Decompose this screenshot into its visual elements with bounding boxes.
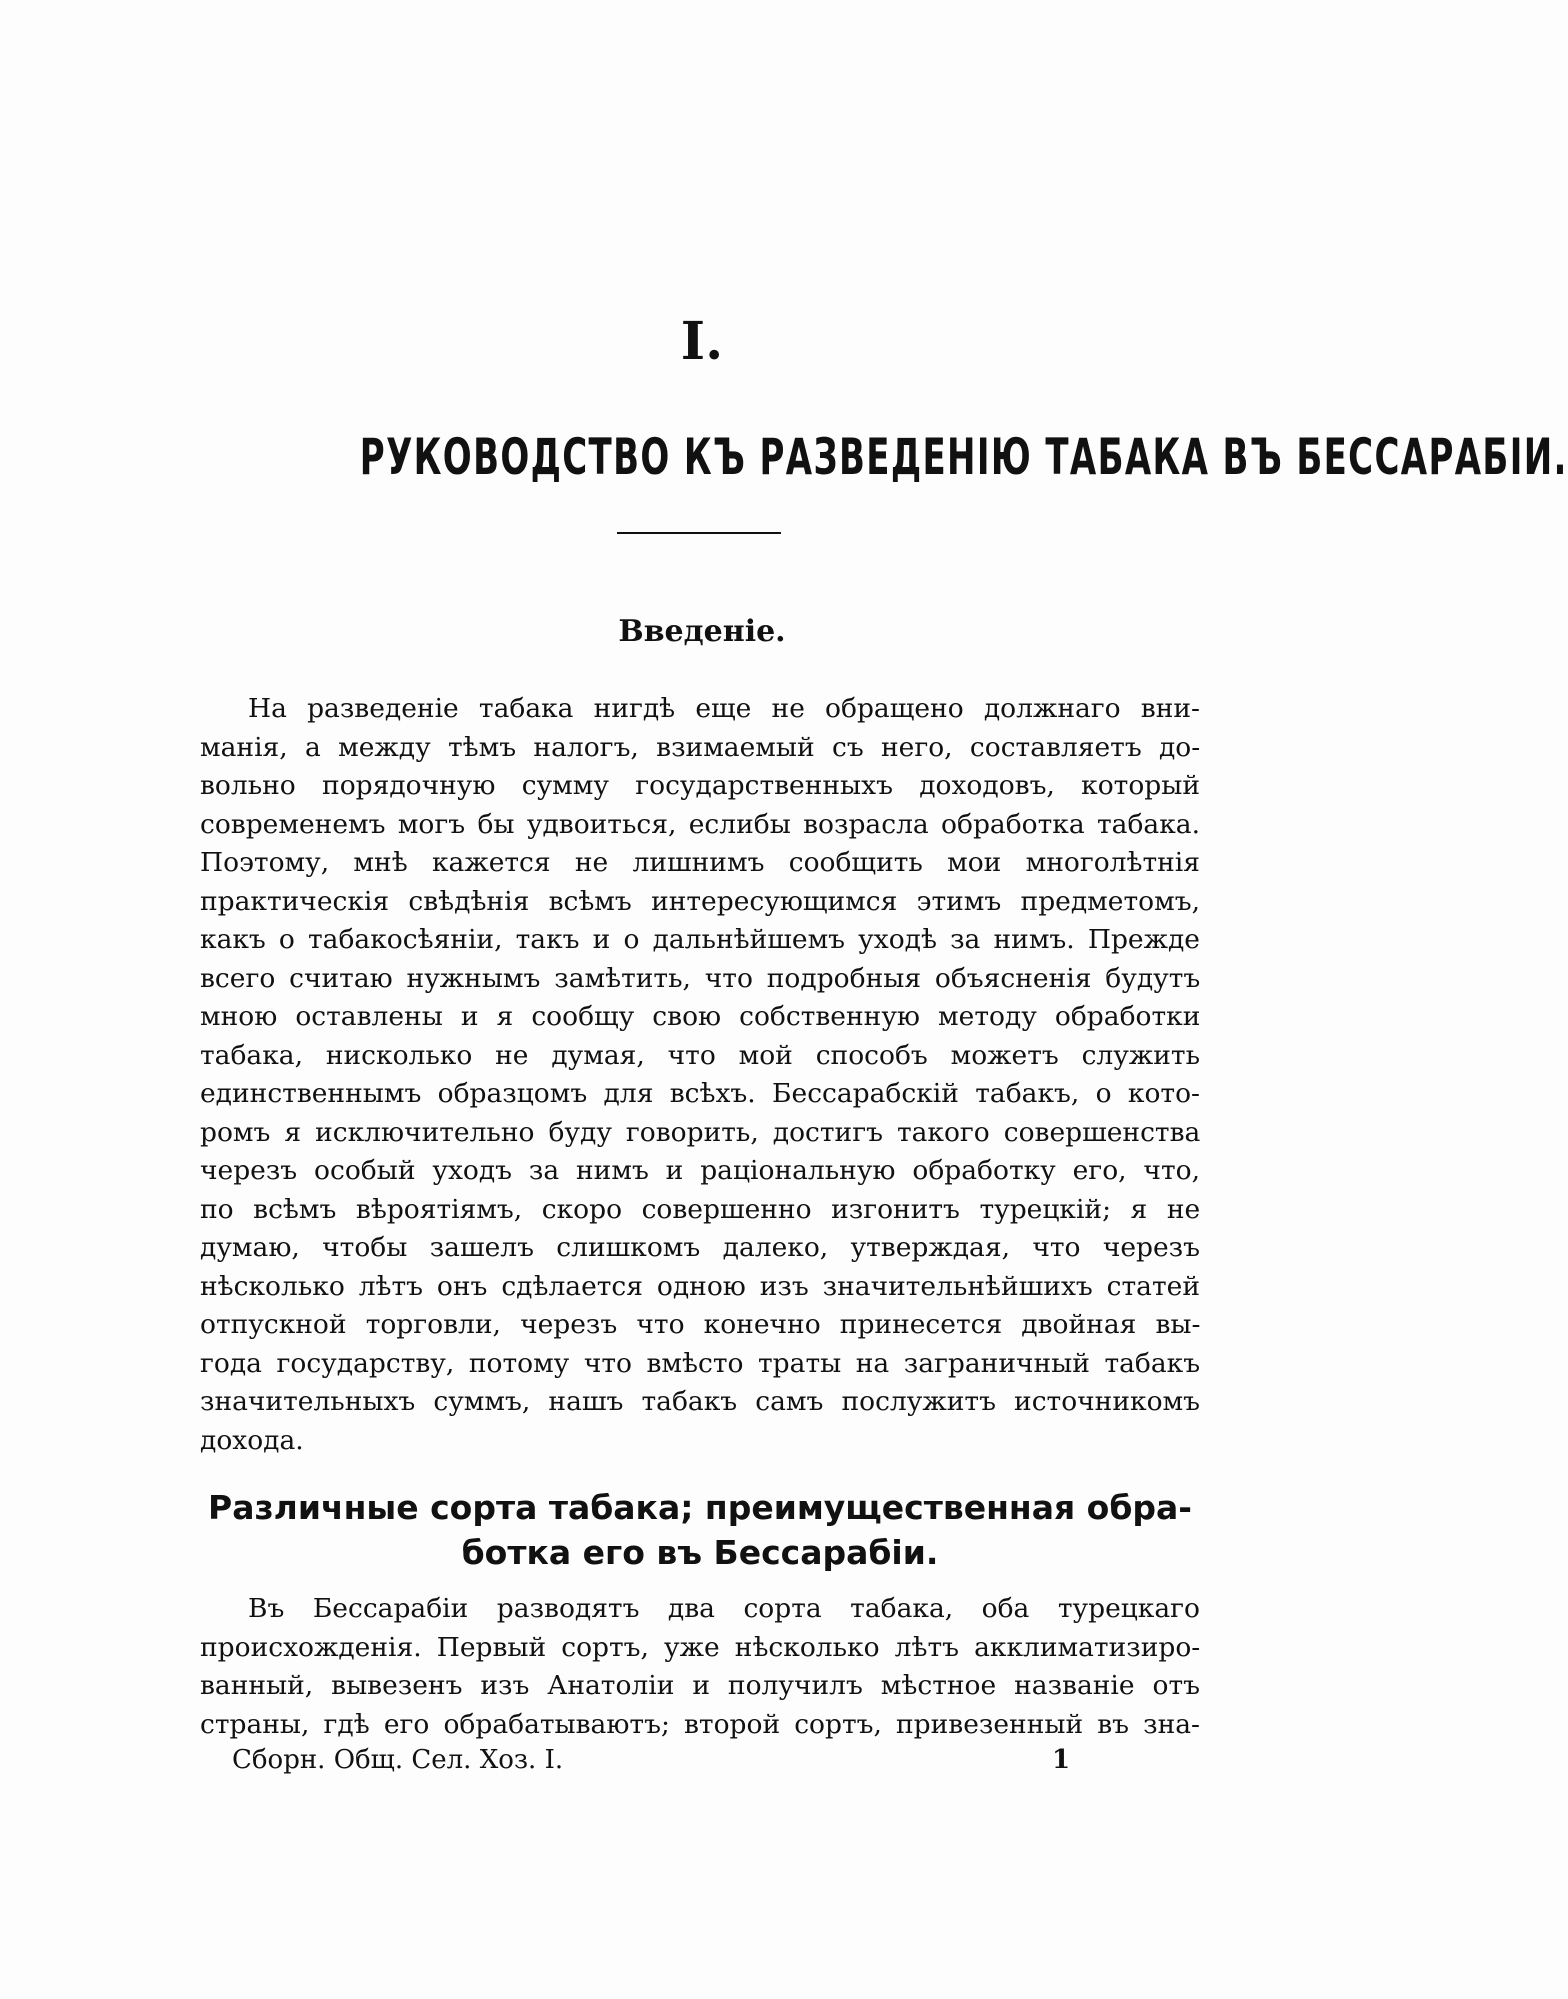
section-heading-line: Различные сорта табака; преимущественная обра- (208, 1488, 1192, 1527)
section-paragraph (200, 1590, 1200, 1744)
paragraph-line: отпускной торговли, черезъ что конечно принесется двойная вы- (200, 1309, 1201, 1340)
paragraph-line: думаю, чтобы зашелъ слишкомъ далеко, утверждая, что черезъ (200, 1232, 1200, 1263)
paragraph-line: дохода. (200, 1424, 304, 1456)
paragraph-line: ромъ я исключительно буду говорить, достигъ такого совершенства (200, 1116, 1201, 1148)
paragraph-line: нѣсколько лѣтъ онъ сдѣлается одною изъ значительнѣйшихъ статей (200, 1270, 1200, 1302)
footer-signature: Сборн. Общ. Сел. Хоз. I. (232, 1745, 564, 1775)
paragraph-line: года государству, потому что вмѣсто траты на заграничный табакъ (200, 1347, 1201, 1379)
paragraph-line: практическія свѣдѣнія всѣмъ интересующимся этимъ предметомъ, (200, 885, 1200, 917)
intro-heading: Введеніе. (618, 614, 786, 649)
paragraph-line: На разведеніе табака нигдѣ еще не обращено должнаго вни- (248, 693, 1200, 724)
paragraph-line: вольно порядочную сумму государственныхъ доходовъ, который (200, 770, 1200, 801)
paragraph-line: страны, гдѣ его обрабатываютъ; второй сортъ, привезенный въ зна- (200, 1708, 1200, 1740)
paragraph-line: единственнымъ образцомъ для всѣхъ. Бессарабскій табакъ, о кото- (200, 1078, 1200, 1109)
paragraph-line: значительныхъ суммъ, нашъ табакъ самъ послужитъ источникомъ (200, 1386, 1200, 1417)
title-divider (617, 532, 781, 534)
page-number: 1 (1052, 1745, 1071, 1775)
paragraph-line: по всѣмъ вѣроятіямъ, скоро совершенно изгонитъ турецкій; я не (200, 1193, 1201, 1225)
chapter-title: РУКОВОДСТВО КЪ РАЗВЕДЕНІЮ ТАБАКА ВЪ БЕССАРАБІИ. (359, 428, 1568, 486)
paragraph-line: происхожденія. Первый сортъ, уже нѣсколько лѣтъ акклиматизиро- (200, 1631, 1201, 1663)
chapter-number: I. (680, 311, 724, 372)
section-heading-line: ботка его въ Бессарабіи. (461, 1533, 939, 1572)
paragraph-line: манія, а между тѣмъ налогъ, взимаемый съ него, составляетъ до- (200, 731, 1201, 763)
paragraph-line: черезъ особый уходъ за нимъ и раціональную обработку его, что, (200, 1155, 1200, 1186)
paragraph-line: современемъ могъ бы удвоиться, еслибы возрасла обработка табака. (200, 808, 1200, 840)
paragraph-line: Поэтому, мнѣ кажется не лишнимъ сообщить мои многолѣтнія (200, 847, 1201, 878)
paragraph-line: какъ о табакосѣяніи, такъ и о дальнѣйшемъ уходѣ за нимъ. Прежде (200, 924, 1200, 955)
section-heading (195, 1485, 1205, 1575)
paragraph-line: Въ Бессарабіи разводятъ два сорта табака, оба турецкаго (248, 1593, 1200, 1624)
paragraph-line: мною оставлены и я сообщу свою собственную методу обработки (200, 1001, 1201, 1032)
paragraph-line: ванный, вывезенъ изъ Анатоліи и получилъ мѣстное названіе отъ (200, 1670, 1200, 1701)
paragraph-line: табака, нисколько не думая, что мой способъ можетъ служить (200, 1039, 1200, 1071)
intro-paragraph (200, 690, 1200, 1460)
paragraph-line: всего считаю нужнымъ замѣтить, что подробныя объясненія будутъ (200, 962, 1201, 994)
